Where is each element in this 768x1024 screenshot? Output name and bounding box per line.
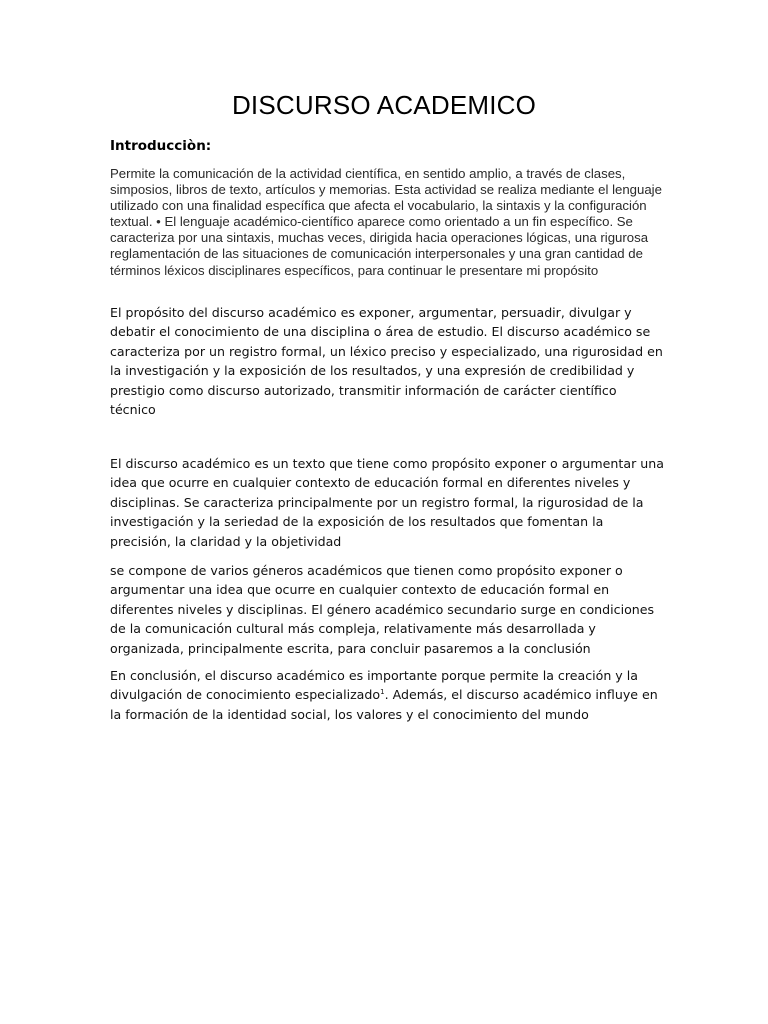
document-title: DISCURSO ACADEMICO (231, 90, 537, 120)
conclusion-text-part-2: . Además, el discurso académico influye en la formación de la identidad social, los valores y el conocimiento del mundo (110, 687, 658, 722)
purpose-paragraph: El propósito del discurso académico es exponer, argumentar, persuadir, divulgar y debatir el conocimiento de una disciplina o área de estudio. El discurso académico se caracteriza por un registro formal, un léxico preciso y especializado, una rigurosidad en la investigación y la exposición de los resultados, y una expresión de credibilidad y prestigio como discurso autorizado, transmitir información de carácter científico técnico (110, 305, 663, 418)
conclusion-text-part-1: En conclusión, el discurso académico es importante porque permite la creación y la divulgación de conocimiento especializado (110, 668, 638, 703)
intro-heading: Introducciòn: (110, 138, 212, 154)
definition-paragraph: El discurso académico es un texto que tiene como propósito exponer o argumentar una idea que ocurre en cualquier contexto de educación formal en diferentes niveles y disciplinas. Se caracteriza principalmente por un registro formal, la rigurosidad de la investigación y la seriedad de la exposición de los resultados que fomentan la precisión, la claridad y la objetividad (110, 456, 664, 549)
intro-paragraph: Permite la comunicación de la actividad científica, en sentido amplio, a través de clases, simposios, libros de texto, artículos y memorias. Esta actividad se realiza mediante el lenguaje utilizado con una finalidad específica que afecta el vocabulario, la sintaxis y la configuración textual. • El lenguaje académico-científico aparece como orientado a un fin específico. Se caracteriza por una sintaxis, muchas veces, dirigida hacia operaciones lógicas, una rigurosa reglamentación de las situaciones de comunicación interpersonales y una gran cantidad de términos léxicos disciplinares específicos, para continuar le presentare mi propósito (110, 166, 662, 278)
footnote-marker: 1 (380, 688, 385, 697)
genres-paragraph: se compone de varios géneros académicos que tienen como propósito exponer o argumentar una idea que ocurre en cualquier contexto de educación formal en diferentes niveles y disciplinas. El género académico secundario surge en condiciones de la comunicación cultural más compleja, relativamente más desarrollada y organizada, principalmente escrita, para concluir pasaremos a la conclusión (110, 563, 655, 656)
conclusion-paragraph (110, 666, 665, 724)
